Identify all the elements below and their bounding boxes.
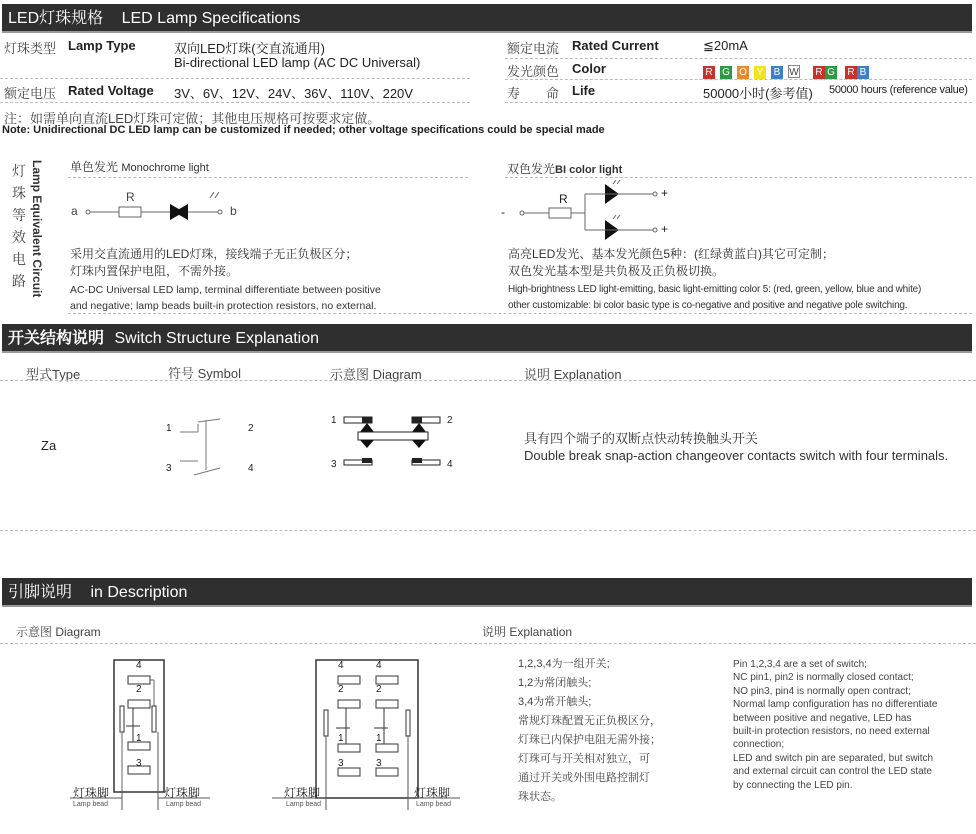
color-chip-r: R bbox=[813, 66, 825, 79]
mono-desc-zh bbox=[70, 246, 357, 280]
pin-number-1: 1 bbox=[338, 733, 344, 744]
bi-label-minus: - bbox=[501, 205, 505, 219]
diagram-pin-4: 4 bbox=[447, 459, 453, 470]
lamp-pin-label-en: Lamp bead bbox=[166, 801, 202, 808]
bi-desc-en bbox=[508, 282, 921, 314]
note-zh: 注：如需单向直流LED灯珠可定做；其他电压规格可按要求定做。 bbox=[4, 111, 381, 126]
symbol-pin-3: 3 bbox=[166, 463, 172, 474]
desc-line: connection; bbox=[733, 739, 785, 751]
desc-line: AC-DC Universal LED lamp, terminal differentiate between positive bbox=[70, 284, 381, 296]
lamp-pin-label-zh: 灯珠脚 bbox=[414, 786, 451, 800]
diagram-pin-3: 3 bbox=[331, 459, 337, 470]
rated-voltage-value: 3V、6V、12V、24V、36V、110V、220V bbox=[174, 86, 413, 101]
mono-title bbox=[70, 158, 209, 175]
divider bbox=[0, 78, 470, 79]
symbol-pin-1: 1 bbox=[166, 423, 172, 434]
mono-title-en: Monochrome light bbox=[121, 162, 209, 174]
color-chip-r: R bbox=[703, 66, 715, 79]
mono-label-a: a bbox=[71, 204, 78, 218]
divider bbox=[505, 79, 972, 80]
divider bbox=[505, 102, 972, 103]
switch-diagram bbox=[340, 410, 450, 475]
switch-header-en: Switch Structure Explanation bbox=[114, 330, 320, 347]
col-explanation: 说明 Explanation bbox=[524, 367, 622, 382]
divider bbox=[0, 643, 976, 644]
pin-number-3: 3 bbox=[376, 758, 382, 769]
mono-desc-en bbox=[70, 282, 381, 314]
spec-header-zh: LED灯珠规格 bbox=[8, 10, 104, 27]
mono-label-b: b bbox=[230, 204, 237, 218]
switch-section-header bbox=[2, 324, 972, 353]
desc-line: between positive and negative, LED has bbox=[733, 712, 912, 724]
desc-line: other customizable: bi color basic type is co-negative and positive and negative pole switching. bbox=[508, 300, 908, 311]
pin-number-3: 3 bbox=[136, 758, 142, 769]
diagram-pin-2: 2 bbox=[447, 415, 453, 426]
pin-diagram-label: 示意图 Diagram bbox=[16, 625, 101, 639]
pin-number-1: 1 bbox=[136, 733, 142, 744]
life-label-zh: 寿 命 bbox=[507, 86, 560, 101]
desc-line: Pin 1,2,3,4 are a set of switch; bbox=[733, 659, 867, 670]
pin-number-4: 4 bbox=[338, 660, 344, 671]
color-label-en: Color bbox=[572, 61, 606, 76]
divider bbox=[505, 58, 972, 59]
pin-explanation-label: 说明 Explanation bbox=[482, 625, 573, 639]
spec-header-en: LED Lamp Specifications bbox=[121, 10, 301, 27]
switch-symbol bbox=[160, 410, 260, 480]
mono-title-zh: 单色发光 bbox=[70, 160, 119, 174]
bi-title-zh: 双色发光 bbox=[507, 162, 556, 176]
lamp-pin-label-en: Lamp bead bbox=[73, 801, 109, 808]
col-type: 型式Type bbox=[26, 367, 81, 382]
desc-line: 常规灯珠配置无正负极区分， bbox=[518, 715, 661, 727]
desc-line: 1,2,3,4为一组开关; bbox=[518, 658, 610, 670]
switch-desc-zh: 具有四个端子的双断点快动转换触头开关 bbox=[524, 431, 759, 446]
note-en: Note: Unidirectional DC LED lamp can be customized if needed; other voltage specifications could be special made bbox=[2, 124, 605, 136]
desc-line: built-in protection resistors, no need external bbox=[733, 726, 930, 738]
circuit-side-label-zh: 灯珠等效电路 bbox=[12, 163, 26, 289]
pin-number-3: 3 bbox=[338, 758, 344, 769]
bi-label-plus: + bbox=[661, 186, 669, 200]
desc-line: 3,4为常开触头; bbox=[518, 696, 592, 708]
mono-circuit-diagram bbox=[68, 186, 248, 226]
desc-line: 灯珠内置保护电阻，不需外接。 bbox=[70, 264, 239, 278]
life-value-zh: 50000小时(参考值) bbox=[703, 86, 813, 101]
color-chip-b: B bbox=[771, 66, 783, 79]
divider bbox=[68, 313, 972, 314]
desc-line: NC pin1, pin2 is normally closed contact; bbox=[733, 672, 914, 684]
desc-line: 珠状态。 bbox=[518, 791, 562, 803]
spec-section-header bbox=[2, 4, 972, 33]
lamp-type-label-en: Lamp Type bbox=[68, 38, 136, 53]
desc-line: 双色发光基本型是共负极及正负极切换。 bbox=[508, 264, 725, 278]
desc-line: 1,2为常闭触头; bbox=[518, 677, 592, 689]
desc-line: and external circuit can control the LED state bbox=[733, 766, 932, 778]
color-chip-g: G bbox=[720, 66, 732, 79]
pin-number-4: 4 bbox=[376, 660, 382, 671]
divider bbox=[0, 380, 976, 381]
color-label-zh: 发光颜色 bbox=[507, 64, 560, 79]
desc-line: and negative; lamp beads built-in protection resistors, no external. bbox=[70, 300, 377, 312]
lamp-type-label-zh: 灯珠类型 bbox=[4, 41, 57, 56]
divider bbox=[0, 102, 470, 103]
color-chip-y: Y bbox=[754, 66, 766, 79]
pin-number-2: 2 bbox=[136, 684, 142, 695]
diagram-pin-1: 1 bbox=[331, 415, 337, 426]
lamp-pin-label-zh: 灯珠脚 bbox=[164, 786, 201, 800]
color-chips bbox=[703, 62, 869, 80]
rated-voltage-label-zh: 额定电压 bbox=[4, 86, 57, 101]
lamp-pin-label-en: Lamp bead bbox=[286, 801, 322, 808]
life-label-en: Life bbox=[572, 83, 596, 98]
rated-current-value: ≦20mA bbox=[703, 38, 748, 53]
desc-line: Normal lamp configuration has no differentiate bbox=[733, 699, 938, 711]
color-chip-b: B bbox=[857, 66, 869, 79]
desc-line: by connecting the LED pin. bbox=[733, 779, 853, 791]
bi-title bbox=[507, 160, 622, 177]
bi-circuit-diagram bbox=[505, 180, 685, 242]
color-chip-r: R bbox=[845, 66, 857, 79]
lamp-pin-label-zh: 灯珠脚 bbox=[73, 786, 110, 800]
life-value-en: 50000 hours (reference value) bbox=[829, 84, 968, 96]
color-chip-w: W bbox=[789, 67, 799, 78]
desc-line: NO pin3, pin4 is normally open contract; bbox=[733, 685, 911, 697]
pin-number-2: 2 bbox=[376, 684, 382, 695]
pin-header-zh: 引脚说明 bbox=[8, 584, 73, 601]
pin-number-1: 1 bbox=[376, 733, 382, 744]
divider bbox=[0, 530, 976, 531]
rated-current-label-en: Rated Current bbox=[572, 38, 659, 53]
desc-line: High-brightness LED light-emitting, basic light-emitting color 5: (red, green, yellow, blue and white) bbox=[508, 284, 922, 295]
bi-label-plus: + bbox=[661, 222, 669, 236]
switch-header-zh: 开关结构说明 bbox=[8, 330, 105, 347]
switch-type-value: Za bbox=[41, 438, 57, 453]
symbol-pin-2: 2 bbox=[248, 423, 254, 434]
col-diagram: 示意图 Diagram bbox=[330, 367, 422, 382]
pin-desc-en bbox=[733, 658, 937, 792]
color-chip-o: O bbox=[737, 66, 749, 79]
desc-line: 高亮LED发光、基本发光颜色5种：(红绿黄蓝白)其它可定制； bbox=[508, 247, 835, 261]
rated-current-label-zh: 额定电流 bbox=[507, 41, 560, 56]
rated-voltage-label-en: Rated Voltage bbox=[68, 83, 154, 98]
lamp-pin-label-en: Lamp bead bbox=[416, 801, 452, 808]
divider bbox=[505, 177, 972, 178]
symbol-pin-4: 4 bbox=[248, 463, 254, 474]
desc-line: 灯珠已内保护电阻无需外接； bbox=[518, 734, 661, 746]
pin-desc-zh bbox=[518, 655, 661, 807]
lamp-type-value-zh: 双向LED灯珠(交直流通用) bbox=[174, 41, 325, 56]
col-symbol: 符号 Symbol bbox=[168, 366, 241, 381]
switch-desc-en: Double break snap-action changeover contacts switch with four terminals. bbox=[524, 448, 949, 463]
divider bbox=[68, 177, 468, 178]
circuit-side-label-en: Lamp Equivalent Circuit bbox=[30, 160, 44, 298]
desc-line: LED and switch pin are separated, but switch bbox=[733, 752, 934, 764]
lamp-pin-label-zh: 灯珠脚 bbox=[284, 786, 321, 800]
lamp-type-value-en: Bi-directional LED lamp (AC DC Universal) bbox=[174, 55, 421, 70]
mono-label-r: R bbox=[126, 190, 135, 204]
pin-section-header bbox=[2, 578, 972, 607]
bi-title-en: BI color light bbox=[555, 164, 623, 176]
pin-number-2: 2 bbox=[338, 684, 344, 695]
desc-line: 通过开关或外围电路控制灯 bbox=[518, 772, 650, 784]
pin-header-en: in Description bbox=[90, 584, 188, 601]
color-chip-g: G bbox=[825, 66, 837, 79]
bi-desc-zh bbox=[508, 246, 834, 280]
desc-line: 采用交直流通用的LED灯珠，接线端子无正负极区分； bbox=[70, 247, 358, 261]
desc-line: 灯珠可与开关相对独立，可 bbox=[518, 753, 650, 765]
bi-label-r: R bbox=[559, 192, 568, 206]
pin-number-4: 4 bbox=[136, 660, 142, 671]
